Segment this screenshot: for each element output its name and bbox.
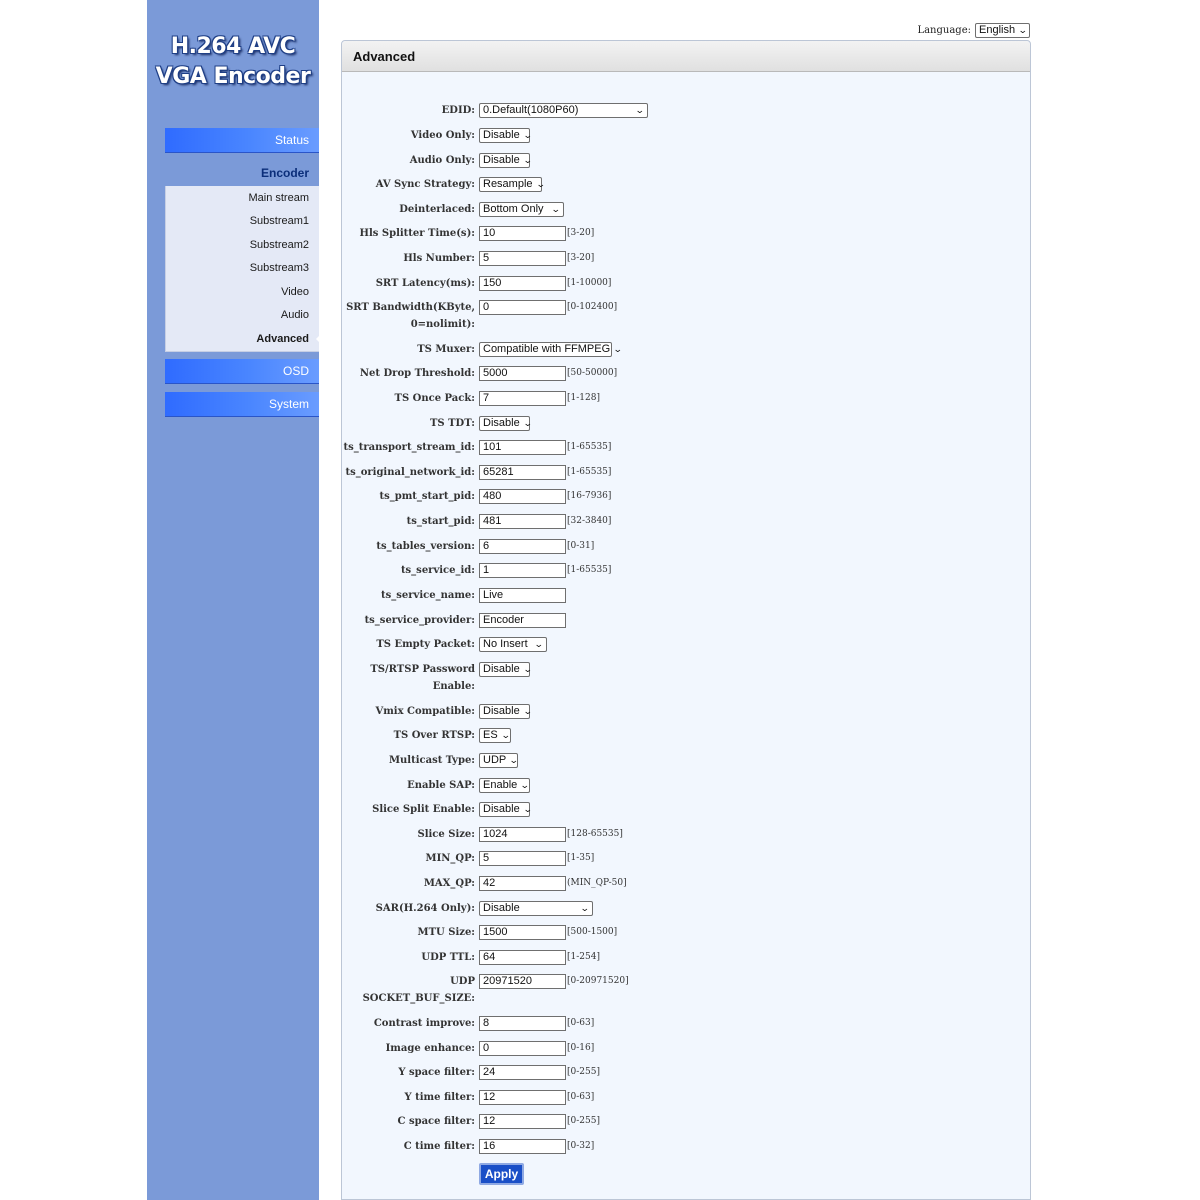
- ts-rtsp-password-select[interactable]: Disable ⌄: [479, 662, 530, 677]
- ts-tdt-label: TS TDT:: [429, 418, 475, 429]
- c-time-input[interactable]: 16: [479, 1139, 566, 1154]
- image-enhance-label: Image enhance:: [385, 1043, 475, 1054]
- av-sync-select[interactable]: Resample ⌄: [479, 177, 542, 192]
- mtu-range: [500-1500]: [567, 927, 618, 937]
- slice-size-label: Slice Size:: [417, 829, 475, 840]
- ts-transport-stream-id-label: ts_transport_stream_id:: [343, 442, 475, 453]
- slice-size-input[interactable]: 1024: [479, 827, 566, 842]
- ts-muxer-label: TS Muxer:: [417, 344, 475, 355]
- nav-system[interactable]: System: [165, 392, 319, 417]
- logo-line-1: H.264 AVC: [170, 34, 296, 59]
- active-pointer-icon: [316, 335, 320, 343]
- sub-main-stream[interactable]: Main stream: [248, 192, 309, 204]
- udp-buf-label: UDP: [450, 976, 475, 987]
- srt-latency-input[interactable]: 150: [479, 276, 566, 291]
- chevron-down-icon: ⌄: [522, 130, 533, 140]
- nav-encoder[interactable]: Encoder: [260, 166, 309, 180]
- ts-original-network-id-label: ts_original_network_id:: [345, 467, 475, 478]
- ts-pmt-start-pid-input[interactable]: 480: [479, 489, 566, 504]
- nav-osd[interactable]: OSD: [165, 359, 319, 384]
- video-only-label: Video Only:: [410, 130, 475, 141]
- chevron-down-icon: ⌄: [520, 780, 530, 790]
- c-space-input[interactable]: 12: [479, 1114, 566, 1129]
- hls-splitter-input[interactable]: 10: [479, 226, 566, 241]
- srt-bandwidth-range: [0-102400]: [567, 302, 618, 312]
- audio-only-select[interactable]: Disable ⌄: [479, 153, 530, 168]
- max-qp-label: MAX_QP:: [423, 878, 475, 889]
- ts-over-rtsp-select[interactable]: ES ⌄: [479, 728, 511, 743]
- apply-button[interactable]: Apply: [479, 1163, 524, 1185]
- ts-service-provider-input[interactable]: Encoder: [479, 613, 566, 628]
- ts-empty-packet-label: TS Empty Packet:: [376, 639, 475, 650]
- chevron-down-icon: ⌄: [535, 179, 546, 189]
- udp-ttl-input[interactable]: 64: [479, 950, 566, 965]
- udp-buf-range: [0-20971520]: [567, 976, 629, 986]
- chevron-down-icon: ⌄: [522, 155, 533, 165]
- chevron-down-icon: ⌄: [522, 418, 533, 428]
- chevron-down-icon: ⌄: [534, 639, 545, 649]
- sidebar: [147, 0, 319, 1200]
- contrast-range: [0-63]: [567, 1018, 595, 1028]
- c-time-range: [0-32]: [567, 1141, 595, 1151]
- ts-once-pack-label: TS Once Pack:: [394, 393, 475, 404]
- contrast-input[interactable]: 8: [479, 1016, 566, 1031]
- slice-size-range: [128-65535]: [567, 829, 623, 839]
- chevron-down-icon: ⌄: [500, 730, 511, 740]
- panel-title: Advanced: [342, 41, 1030, 72]
- multicast-type-label: Multicast Type:: [388, 755, 475, 766]
- hls-splitter-label: Hls Splitter Time(s):: [359, 228, 475, 239]
- srt-latency-label: SRT Latency(ms):: [375, 278, 475, 289]
- hls-number-range: [3-20]: [567, 253, 595, 263]
- advanced-panel: [341, 40, 1031, 1200]
- ts-once-pack-input[interactable]: 7: [479, 391, 566, 406]
- ts-service-name-input[interactable]: Live: [479, 588, 566, 603]
- deinterlaced-label: Deinterlaced:: [399, 204, 475, 215]
- chevron-down-icon: ⌄: [551, 204, 562, 214]
- net-drop-input[interactable]: 5000: [479, 366, 566, 381]
- ts-original-network-id-input[interactable]: 65281: [479, 465, 566, 480]
- udp-buf-label-2: SOCKET_BUF_SIZE:: [362, 993, 475, 1004]
- min-qp-input[interactable]: 5: [479, 851, 566, 866]
- sub-substream1[interactable]: Substream1: [249, 215, 309, 227]
- vmix-label: Vmix Compatible:: [375, 706, 475, 717]
- udp-ttl-label: UDP TTL:: [421, 952, 475, 963]
- ts-empty-packet-select[interactable]: No Insert ⌄: [479, 637, 547, 652]
- contrast-label: Contrast improve:: [373, 1018, 475, 1029]
- enable-sap-label: Enable SAP:: [407, 780, 475, 791]
- language-selector: [917, 23, 1030, 38]
- sub-advanced[interactable]: Advanced: [256, 333, 309, 345]
- ts-tdt-select[interactable]: Disable ⌄: [479, 416, 530, 431]
- ts-rtsp-password-label: TS/RTSP Password: [370, 664, 475, 675]
- ts-tables-version-label: ts_tables_version:: [376, 541, 475, 552]
- language-select[interactable]: English ⌄: [975, 23, 1030, 38]
- ts-start-pid-range: [32-3840]: [567, 516, 612, 526]
- ts-pmt-start-pid-label: ts_pmt_start_pid:: [379, 491, 475, 502]
- ts-transport-stream-id-input[interactable]: 101: [479, 440, 566, 455]
- ts-muxer-select[interactable]: Compatible with FFMPEG ⌄: [479, 342, 612, 357]
- y-time-range: [0-63]: [567, 1092, 595, 1102]
- chevron-down-icon: ⌄: [1017, 25, 1028, 35]
- deinterlaced-select[interactable]: Bottom Only ⌄: [479, 202, 564, 217]
- udp-buf-input[interactable]: 20971520: [479, 974, 566, 989]
- srt-latency-range: [1-10000]: [567, 278, 612, 288]
- ts-service-id-label: ts_service_id:: [400, 565, 475, 576]
- max-qp-input[interactable]: 42: [479, 876, 566, 891]
- ts-service-provider-label: ts_service_provider:: [364, 615, 475, 626]
- net-drop-range: [50-50000]: [567, 368, 618, 378]
- multicast-type-select[interactable]: UDP ⌄: [479, 753, 518, 768]
- chevron-down-icon: ⌄: [580, 903, 591, 913]
- net-drop-label: Net Drop Threshold:: [359, 368, 475, 379]
- ts-service-id-input[interactable]: 1: [479, 563, 566, 578]
- chevron-down-icon: ⌄: [522, 706, 533, 716]
- chevron-down-icon: ⌄: [522, 804, 533, 814]
- ts-over-rtsp-label: TS Over RTSP:: [393, 730, 475, 741]
- ts-tables-version-range: [0-31]: [567, 541, 595, 551]
- srt-bandwidth-label: SRT Bandwidth(KByte,: [346, 302, 475, 313]
- y-space-label: Y space filter:: [398, 1067, 475, 1078]
- ts-original-network-id-range: [1-65535]: [567, 467, 612, 477]
- vmix-select[interactable]: Disable ⌄: [479, 704, 530, 719]
- video-only-select[interactable]: Disable ⌄: [479, 128, 530, 143]
- hls-number-label: Hls Number:: [403, 253, 475, 264]
- ts-service-id-range: [1-65535]: [567, 565, 612, 575]
- sar-label: SAR(H.264 Only):: [375, 903, 475, 914]
- hls-number-input[interactable]: 5: [479, 251, 566, 266]
- enable-sap-select[interactable]: Enable ⌄: [479, 778, 530, 793]
- product-logo: [147, 32, 319, 92]
- ts-start-pid-input[interactable]: 481: [479, 514, 566, 529]
- c-space-label: C space filter:: [397, 1116, 475, 1127]
- encoder-submenu: [165, 186, 319, 352]
- ts-transport-stream-id-range: [1-65535]: [567, 442, 612, 452]
- y-time-input[interactable]: 12: [479, 1090, 566, 1105]
- sub-audio[interactable]: Audio: [280, 309, 309, 321]
- srt-bandwidth-label-2: 0=nolimit):: [410, 319, 475, 330]
- min-qp-label: MIN_QP:: [425, 853, 475, 864]
- language-label: Language:: [917, 25, 971, 36]
- slice-split-label: Slice Split Enable:: [372, 804, 475, 815]
- edid-select[interactable]: 0.Default(1080P60) ⌄: [479, 103, 648, 118]
- y-space-range: [0-255]: [567, 1067, 600, 1077]
- c-space-range: [0-255]: [567, 1116, 600, 1126]
- ts-pmt-start-pid-range: [16-7936]: [567, 491, 612, 501]
- chevron-down-icon: ⌄: [613, 344, 623, 354]
- mtu-input[interactable]: 1500: [479, 925, 566, 940]
- logo-line-2: VGA Encoder: [155, 64, 311, 89]
- slice-split-select[interactable]: Disable ⌄: [479, 802, 530, 817]
- ts-start-pid-label: ts_start_pid:: [406, 516, 475, 527]
- udp-ttl-range: [1-254]: [567, 952, 600, 962]
- image-enhance-input[interactable]: 0: [479, 1041, 566, 1056]
- ts-tables-version-input[interactable]: 6: [479, 539, 566, 554]
- audio-only-label: Audio Only:: [409, 155, 475, 166]
- ts-rtsp-password-label-2: Enable:: [432, 681, 475, 692]
- max-qp-range: (MIN_QP-50]: [567, 878, 627, 888]
- sar-select[interactable]: Disable ⌄: [479, 901, 593, 916]
- ts-once-pack-range: [1-128]: [567, 393, 600, 403]
- ts-service-name-label: ts_service_name:: [381, 590, 475, 601]
- chevron-down-icon: ⌄: [522, 664, 533, 674]
- sub-video[interactable]: Video: [281, 286, 309, 298]
- hls-splitter-range: [3-20]: [567, 228, 595, 238]
- y-time-label: Y time filter:: [404, 1092, 475, 1103]
- srt-bandwidth-input[interactable]: 0: [479, 300, 566, 315]
- edid-label: EDID:: [441, 105, 475, 116]
- chevron-down-icon: ⌄: [635, 105, 646, 115]
- y-space-input[interactable]: 24: [479, 1065, 566, 1080]
- chevron-down-icon: ⌄: [509, 755, 519, 765]
- image-enhance-range: [0-16]: [567, 1043, 595, 1053]
- nav-status[interactable]: Status: [165, 128, 319, 153]
- sub-substream2[interactable]: Substream2: [249, 239, 309, 251]
- min-qp-range: [1-35]: [567, 853, 595, 863]
- mtu-label: MTU Size:: [417, 927, 475, 938]
- av-sync-label: AV Sync Strategy:: [375, 179, 475, 190]
- sub-substream3[interactable]: Substream3: [249, 262, 309, 274]
- c-time-label: C time filter:: [403, 1141, 475, 1152]
